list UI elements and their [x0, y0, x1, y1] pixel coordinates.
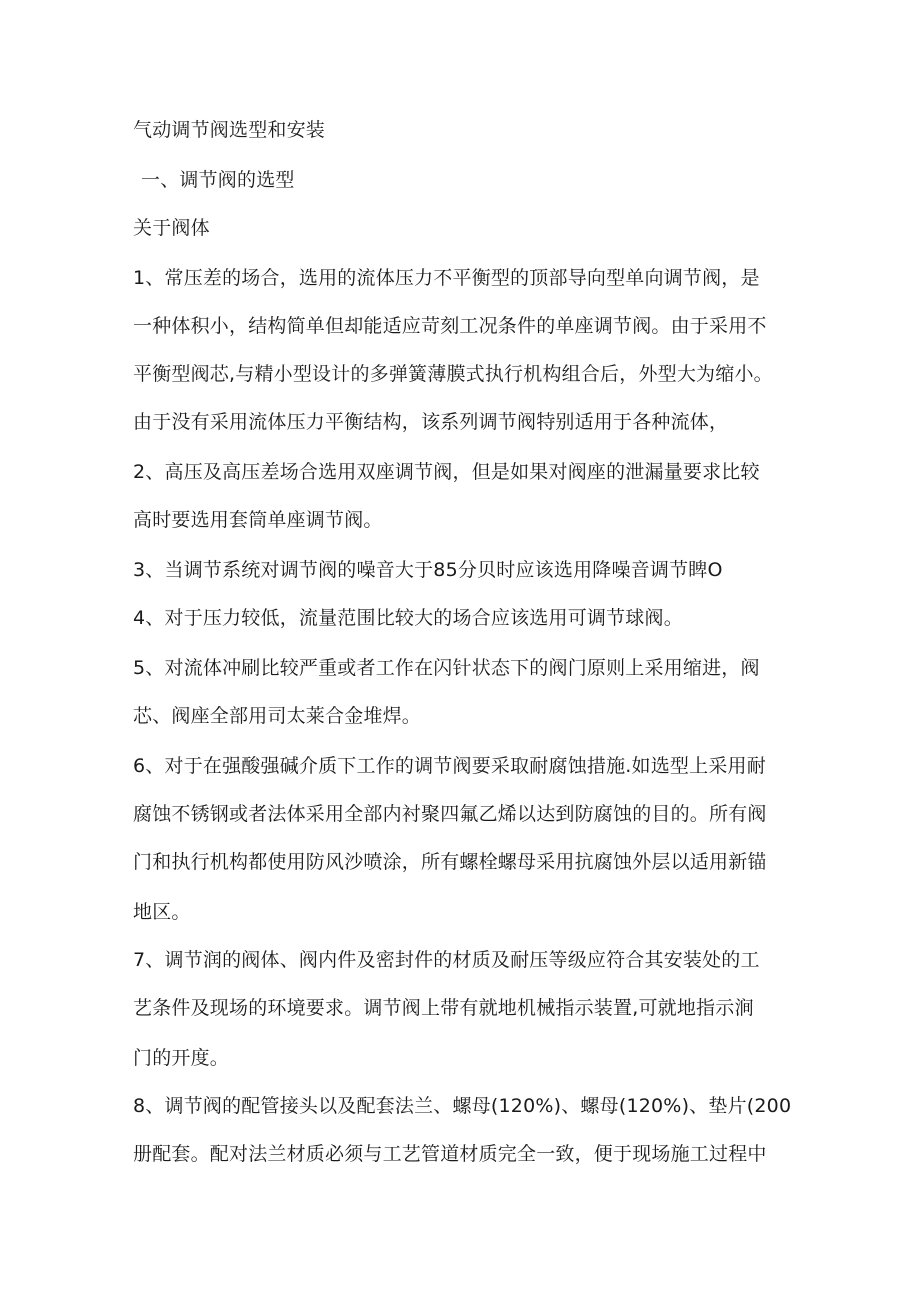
body-line: 2、高压及高压差场合选用双座调节阀，但是如果对阀座的泄漏量要求比较 — [133, 461, 760, 483]
body-line: 一种体积小，结构简单但却能适应苛刻工况条件的单座调节阀。由于采用不 — [133, 315, 767, 337]
body-line: 4、对于压力较低，流量范围比较大的场合应该选用可调节球阀。 — [133, 607, 683, 629]
body-line: 门和执行机构都使用防风沙喷涂，所有螺栓螺母采用抗腐蚀外层以适用新锚 — [133, 851, 767, 873]
body-line: 5、对流体冲刷比较严重或者工作在闪针状态下的阀门原则上采用缩进，阀 — [133, 657, 760, 679]
body-line: 平衡型阀芯,与精小型设计的多弹簧薄膜式执行机构组合后，外型大为缩小。 — [133, 363, 773, 385]
body-line: 3、当调节系统对调节阀的噪音大于85分贝时应该选用降噪音调节睥O — [133, 559, 723, 581]
body-line: 门的开度。 — [133, 1047, 230, 1069]
body-line: 由于没有采用流体压力平衡结构，该系列调节阀特别适用于各种流体， — [133, 411, 729, 433]
body-line: 7、调节润的阀体、阀内件及密封件的材质及耐压等级应符合其安装处的工 — [133, 949, 760, 971]
body-line: 地区。 — [133, 901, 191, 923]
document-title: 气动调节阀选型和安装 — [133, 119, 326, 141]
body-line: 腐蚀不锈钢或者法体采用全部内衬聚四氟乙烯以达到防腐蚀的目的。所有阀 — [133, 803, 767, 825]
body-line: 6、对于在强酸强碱介质下工作的调节阀要采取耐腐蚀措施.如选型上采用耐 — [133, 755, 766, 777]
body-line: 8、调节阀的配管接头以及配套法兰、螺母(120%)、螺母(120%)、垫片(200 — [133, 1095, 792, 1117]
body-line: 册配套。配对法兰材质必须与工艺管道材质完全一致，便于现场施工过程中 — [133, 1143, 767, 1165]
subsection-heading: 关于阀体 — [133, 217, 210, 239]
body-line: 芯、阀座全部用司太莱合金堆焊。 — [133, 705, 422, 727]
body-line: 高时要选用套筒单座调节阀。 — [133, 509, 383, 531]
body-line: 艺条件及现场的环境要求。调节阀上带有就地机械指示装置,可就地指示涧 — [133, 997, 754, 1019]
body-line: 1、常压差的场合，选用的流体压力不平衡型的顶部导向型单向调节阀，是 — [133, 267, 760, 289]
section-heading: 一、调节阀的选型 — [141, 169, 295, 191]
